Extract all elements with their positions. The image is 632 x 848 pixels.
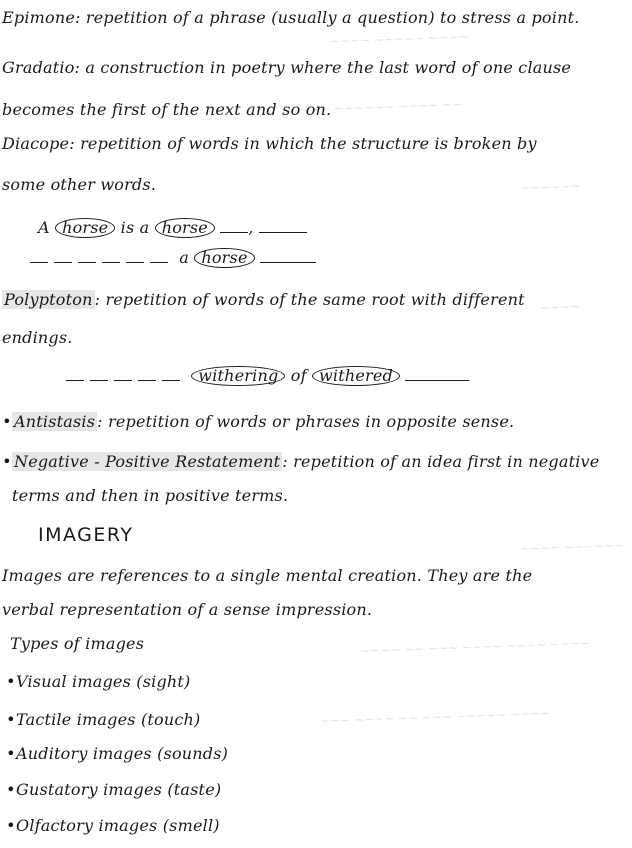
example-word: A — [38, 218, 50, 237]
epimone-line — [2, 8, 580, 27]
bullet-dot: • — [6, 710, 16, 729]
negative-positive-definition: : repetition of an idea first in negative — [282, 452, 600, 471]
diacope-definition: : repetition of words in which the structure is broken by — [69, 134, 537, 153]
polyptoton-example-row — [66, 366, 469, 386]
example-word: is a — [120, 218, 150, 237]
dash — [90, 371, 108, 381]
example-word: a — [179, 248, 190, 267]
diacope-example-row-1: A horse is a horse , — [38, 218, 307, 238]
bleed-through-text: ~~~~ ~~~~~~ — [519, 538, 625, 556]
bleed-through-text: ~~~~ ~~~~~ ~~~~ — [329, 29, 469, 49]
gradatio-line — [2, 58, 571, 77]
dash — [114, 371, 132, 381]
polyptoton-definition: : repetition of words of the same root with different — [94, 290, 525, 309]
diacope-line-2: some other words. — [2, 175, 157, 194]
bleed-through-text: ~~~ ~~~~ ~~ ~~~ ~~~~~ ~~~~ — [319, 705, 551, 729]
bleed-through-text: ~~~~~~ — [519, 178, 581, 196]
gradatio-term: Gradatio — [2, 58, 75, 77]
dash — [126, 253, 144, 263]
bullet-dot: • — [6, 816, 16, 835]
blank-line — [405, 368, 469, 381]
dash — [66, 371, 84, 381]
blank-line — [259, 220, 307, 233]
dash — [30, 253, 48, 263]
dash — [54, 253, 72, 263]
image-type-label: Auditory images (sounds) — [16, 744, 229, 763]
types-title: Types of images — [10, 634, 145, 653]
negative-positive-line — [2, 452, 599, 471]
imagery-intro-1: Images are references to a single mental creation. They are the — [2, 566, 533, 585]
diacope-term: Diacope — [2, 134, 70, 153]
bullet-dot: • — [2, 452, 12, 471]
blank-line — [220, 220, 248, 233]
example-word: of — [290, 366, 307, 385]
bullet-dot: • — [6, 780, 16, 799]
epimone-definition: : repetition of a phrase (usually a question) to stress a point. — [75, 8, 580, 27]
dash — [78, 253, 96, 263]
circled-word: withered — [312, 366, 400, 386]
circled-word: horse — [55, 218, 115, 238]
bullet-dot: • — [6, 672, 16, 691]
polyptoton-line — [2, 290, 525, 309]
image-type-item — [6, 816, 220, 835]
dash — [138, 371, 156, 381]
imagery-intro-2: verbal representation of a sense impression. — [2, 600, 373, 619]
circled-word: withering — [191, 366, 285, 386]
image-type-label: Visual images (sight) — [16, 672, 191, 691]
image-type-label: Gustatory images (taste) — [16, 780, 222, 799]
antistasis-definition: : repetition of words or phrases in opposite sense. — [97, 412, 515, 431]
bullet-dot: • — [2, 412, 12, 431]
bleed-through-text: ~~~~ — [539, 299, 581, 315]
polyptoton-line-2: endings. — [2, 328, 73, 347]
antistasis-line — [2, 412, 514, 431]
negative-positive-line-2: terms and then in positive terms. — [12, 486, 289, 505]
polyptoton-term: Polyptoton — [4, 290, 93, 309]
circled-word: horse — [155, 218, 215, 238]
diacope-line — [2, 134, 537, 153]
epimone-term: Epimone — [2, 8, 76, 27]
negative-positive-term: Negative - Positive Restatement — [14, 452, 281, 471]
image-type-item — [6, 672, 190, 691]
bleed-through-text: ~~~ ~~~~~~ ~~~~ ~~ — [299, 97, 463, 117]
bleed-through-text: ~~~~ ~~ ~~~ ~~~~ ~~~~ ~~~~ — [359, 635, 591, 659]
dash — [102, 253, 120, 263]
bullet-dot: • — [6, 744, 16, 763]
dash — [150, 253, 168, 263]
image-type-item — [6, 744, 228, 763]
antistasis-term: Antistasis — [14, 412, 96, 431]
gradatio-line-2: becomes the first of the next and so on. — [2, 100, 332, 119]
diacope-example-row-2 — [30, 248, 316, 268]
imagery-heading: IMAGERY — [38, 524, 134, 546]
image-type-label: Olfactory images (smell) — [16, 816, 220, 835]
gradatio-definition: : a construction in poetry where the last word of one clause — [74, 58, 572, 77]
circled-word: horse — [194, 248, 254, 268]
image-type-label: Tactile images (touch) — [16, 710, 201, 729]
image-type-item — [6, 780, 221, 799]
blank-line — [260, 250, 316, 263]
image-type-item — [6, 710, 201, 729]
dash — [162, 371, 180, 381]
